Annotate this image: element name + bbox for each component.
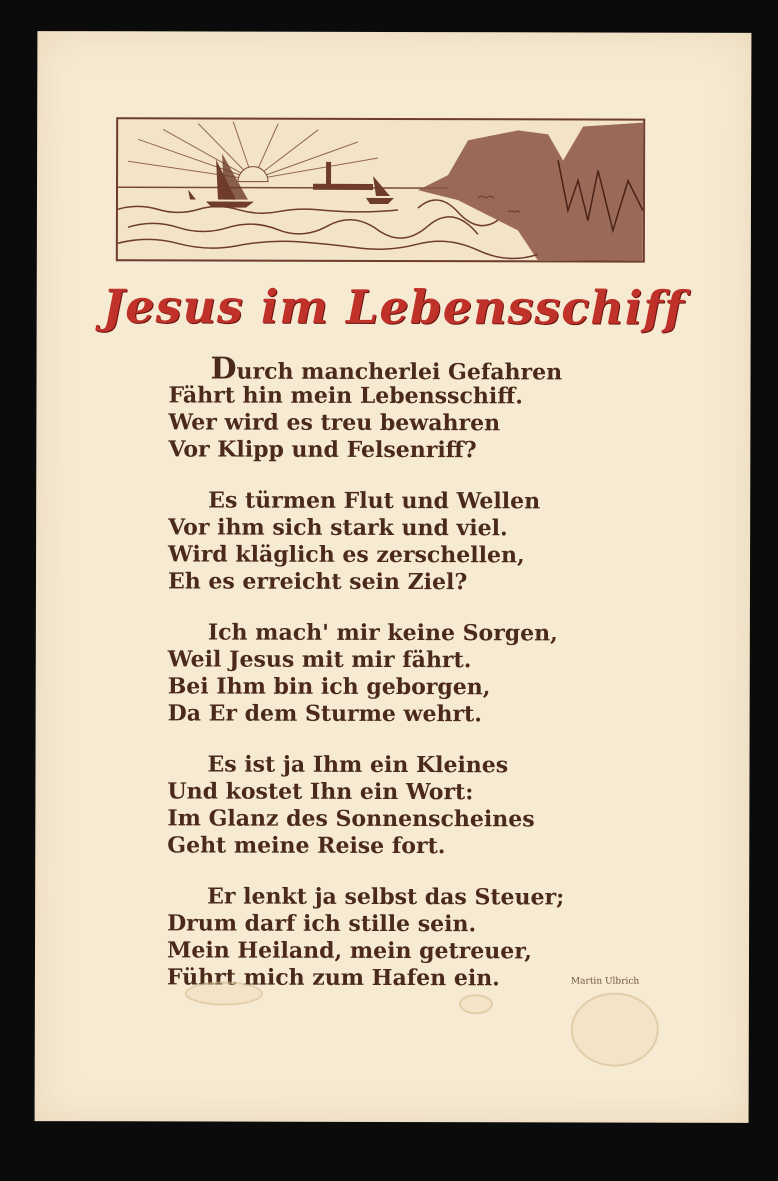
poem-line: Er lenkt ja selbst das Steuer; <box>207 883 565 911</box>
stanza-2 <box>168 487 668 596</box>
poem-line: Und kostet Ihn ein Wort: <box>167 778 474 806</box>
seascape-illustration <box>116 117 645 262</box>
poem-line: Es ist ja Ihm ein Kleines <box>207 751 509 779</box>
poem-line: Es türmen Flut und Wellen <box>208 487 541 515</box>
cliffs <box>418 122 643 261</box>
poem-title: Jesus im Lebensschiff <box>102 279 685 335</box>
poem-line: Bei Ihm bin ich geborgen, <box>167 673 491 701</box>
paper-stain <box>571 992 659 1066</box>
author-signature: Martin Ulbrich <box>570 976 640 987</box>
poem-line: Fährt hin mein Lebensschiff. <box>168 382 523 410</box>
poem-line: Eh es erreicht sein Ziel? <box>167 568 468 596</box>
poem-body <box>166 351 669 1016</box>
poem-line: Geht meine Reise fort. <box>167 832 446 860</box>
poem-line: Ich mach' mir keine Sorgen, <box>207 619 558 647</box>
poem-line: Vor ihm sich stark und viel. <box>168 514 508 542</box>
stanza-4 <box>167 751 667 860</box>
stanza-1 <box>168 351 668 464</box>
poem-line: Weil Jesus mit mir fährt. <box>167 646 472 674</box>
poem-line: Wer wird es treu bewahren <box>168 409 501 437</box>
poem-line: Vor Klipp und Felsenriff? <box>168 436 477 464</box>
poem-line: Mein Heiland, mein getreuer, <box>166 937 532 965</box>
lighthouse-icon <box>313 162 373 190</box>
paper-stain <box>185 981 263 1005</box>
poem-line: Führt mich zum Hafen ein. <box>166 964 500 992</box>
postcard <box>35 31 752 1123</box>
seascape-drawing <box>118 119 643 260</box>
steamship-icon <box>366 176 394 204</box>
horizon-line <box>118 187 448 188</box>
poem-line: Wird kläglich es zerschellen, <box>168 541 525 569</box>
poem-line: Durch mancherlei Gefahren <box>210 351 563 387</box>
stanza-3 <box>168 619 668 728</box>
poem-line: Da Er dem Sturme wehrt. <box>167 700 482 728</box>
distant-sail-icon <box>188 189 196 199</box>
poem-line: Drum darf ich stille sein. <box>167 910 477 938</box>
paper-stain <box>459 994 493 1014</box>
poem-line: Im Glanz des Sonnenscheines <box>167 805 535 833</box>
